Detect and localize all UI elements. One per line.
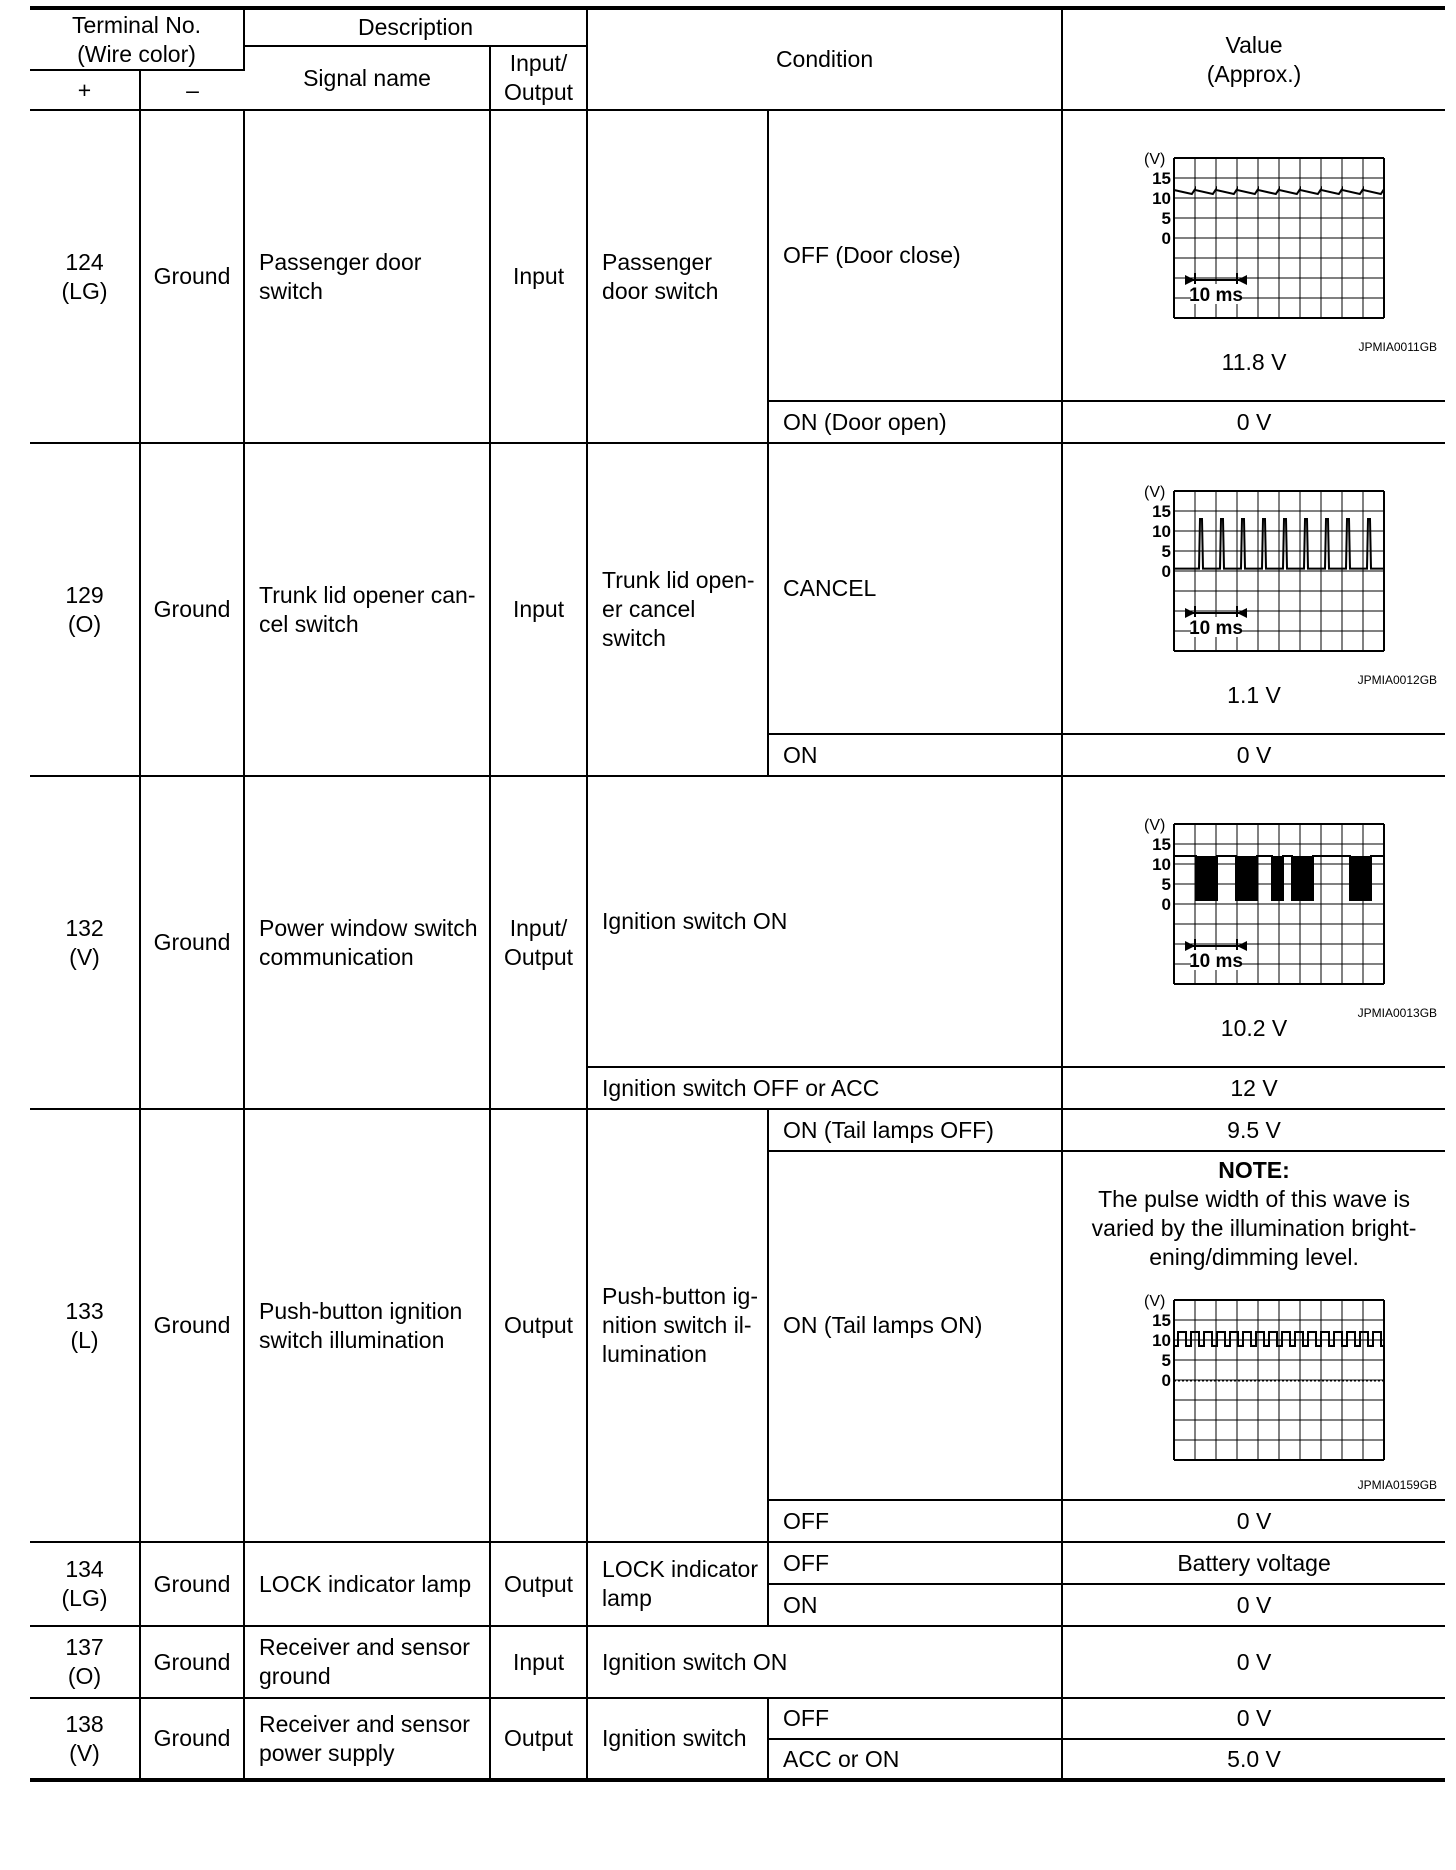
wire-color: (V) [69,943,100,970]
wire-color: (O) [67,610,102,637]
time-marker-label: 10 ms [1189,617,1243,639]
header-signal-name: Signal name [244,46,490,110]
value: 1.1 V [1227,681,1281,708]
y-tick-label: 15 [1152,168,1172,188]
y-tick-label: 15 [1152,501,1172,521]
time-marker-label: 10 ms [1189,950,1243,972]
y-tick-label: 15 [1152,834,1172,854]
condition-main: Trunk lid open-er cancel switch [587,443,768,776]
header-value-label: Value [1225,31,1283,58]
time-marker-arrow [1237,941,1247,951]
table-row [30,1109,1445,1151]
io-type: Input [490,110,587,443]
wire-color: (LG) [61,1585,108,1611]
waveform-chart [1114,469,1394,669]
condition: ACC or ON [768,1739,1062,1780]
condition: Ignition switch ON [587,1626,1062,1698]
condition: ON (Tail lamps ON) [768,1151,1062,1500]
value: 0 V [1062,1698,1445,1739]
value: 10.2 V [1220,1014,1288,1041]
condition-main: Push-button ig-nition switch il-lumination [587,1109,768,1542]
axis-unit-label: (V) [1144,1292,1166,1310]
time-marker-arrow [1185,275,1195,285]
header-io-line2: Output [504,79,574,105]
header-minus: – [140,70,244,110]
y-tick-label: 10 [1152,521,1172,541]
terminal-cell [30,110,140,443]
value-cell [1062,776,1445,1067]
terminal-number: 132 [65,914,104,941]
condition: CANCEL [768,443,1062,734]
minus-terminal: Ground [140,1626,244,1698]
condition-main: LOCK indicator lamp [587,1542,768,1626]
value: 12 V [1062,1067,1445,1109]
table-row [30,1698,1445,1739]
signal-name: LOCK indicator lamp [244,1542,490,1626]
value: Battery voltage [1062,1542,1445,1584]
terminal-number: 133 [65,1297,104,1324]
signal-name: Push-button ignition switch illumination [244,1109,490,1542]
y-tick-label: 5 [1161,1350,1172,1370]
y-tick-label: 10 [1152,188,1172,208]
terminal-cell [30,1626,140,1698]
io-type: Input [490,1626,587,1698]
terminal-cell [30,1542,140,1626]
value: 9.5 V [1062,1109,1445,1151]
header-description: Description [244,8,587,46]
figure-id: JPMIA0159GB [1357,1477,1438,1492]
note-text: The pulse width of this wave is varied by the illumination bright-ening/dimming level. [1091,1185,1417,1270]
time-marker-arrow [1185,941,1195,951]
value: 0 V [1062,734,1445,776]
y-tick-label: 5 [1161,874,1172,894]
terminal-number: 138 [65,1710,104,1737]
signal-name: Receiver and sensor ground [244,1626,490,1698]
minus-terminal: Ground [140,1698,244,1780]
time-marker-arrow [1237,608,1247,618]
terminal-cell [30,1109,140,1542]
wire-color: (LG) [61,277,108,304]
signal-name: Passenger door switch [244,110,490,443]
waveform-chart [1114,1278,1394,1478]
minus-terminal: Ground [140,1542,244,1626]
condition: OFF [768,1542,1062,1584]
wire-color: (L) [70,1326,99,1353]
y-tick-label: 15 [1152,1310,1172,1330]
header-terminal-no-label: Terminal No. [71,11,202,38]
header-io-line1: Input/ [509,50,568,76]
value: 0 V [1062,401,1445,443]
table-row [30,1542,1445,1584]
terminal-cell [30,776,140,1109]
condition: ON (Door open) [768,401,1062,443]
condition: Ignition switch OFF or ACC [587,1067,1062,1109]
y-tick-label: 10 [1152,1330,1172,1350]
table-row [30,110,1445,401]
time-marker-label: 10 ms [1189,284,1243,306]
signal-name: Trunk lid opener can-cel switch [244,443,490,776]
condition: OFF [768,1500,1062,1542]
minus-terminal: Ground [140,776,244,1109]
table-row [30,1626,1445,1698]
figure-id: JPMIA0011GB [1358,339,1438,354]
y-tick-label: 0 [1161,561,1172,581]
value-cell [1062,1151,1445,1500]
io-type: Output [490,1542,587,1626]
header-input-output [490,46,587,110]
terminal-number: 129 [65,581,104,608]
value: 11.8 V [1221,348,1287,375]
minus-terminal: Ground [140,1109,244,1542]
signal-name: Power window switch communication [244,776,490,1109]
condition: OFF (Door close) [768,110,1062,401]
value-cell [1062,443,1445,734]
time-marker-arrow [1185,608,1195,618]
value: 0 V [1062,1626,1445,1698]
header-plus: + [30,70,140,110]
wire-color: (O) [67,1663,102,1689]
value: 0 V [1062,1500,1445,1542]
io-type: Input [490,443,587,776]
terminal-number: 124 [65,248,104,275]
condition-main: Passenger door switch [587,110,768,443]
terminal-number: 134 [65,1556,104,1582]
minus-terminal: Ground [140,110,244,443]
terminal-cell [30,1698,140,1780]
condition: Ignition switch ON [587,776,1062,1067]
table-row [30,443,1445,734]
note-title: NOTE: [1218,1156,1290,1183]
terminal-spec-table [30,6,1445,1782]
condition: OFF [768,1698,1062,1739]
header-condition: Condition [587,8,1062,110]
axis-unit-label: (V) [1144,483,1166,501]
table-row [30,776,1445,1067]
waveform-chart [1114,802,1394,1002]
waveform-trace [1174,856,1384,900]
wire-color: (V) [69,1739,100,1766]
signal-name: Receiver and sensor power supply [244,1698,490,1780]
value-cell [1062,110,1445,401]
condition: ON [768,734,1062,776]
y-tick-label: 0 [1161,1370,1172,1390]
terminal-number: 137 [65,1634,104,1660]
waveform-chart [1114,136,1394,336]
y-tick-label: 10 [1152,854,1172,874]
header-value [1062,8,1445,110]
header-approx-label: (Approx.) [1206,60,1302,87]
condition: ON (Tail lamps OFF) [768,1109,1062,1151]
y-tick-label: 5 [1161,541,1172,561]
io-type: Output [490,1109,587,1542]
minus-terminal: Ground [140,443,244,776]
value: 0 V [1062,1584,1445,1626]
terminal-cell [30,443,140,776]
io-line1: Input/ [509,914,568,941]
condition-main: Ignition switch [587,1698,768,1780]
y-tick-label: 5 [1161,208,1172,228]
header-wire-color-label: (Wire color) [77,40,196,67]
figure-id: JPMIA0013GB [1357,1005,1438,1020]
y-tick-label: 0 [1161,894,1172,914]
io-type [490,776,587,1109]
io-line2: Output [504,943,574,970]
y-tick-label: 0 [1161,228,1172,248]
axis-unit-label: (V) [1144,150,1166,168]
axis-unit-label: (V) [1144,816,1166,834]
io-type: Output [490,1698,587,1780]
header-terminal-no [30,8,244,70]
figure-id: JPMIA0012GB [1357,672,1438,687]
value: 5.0 V [1062,1739,1445,1780]
condition: ON [768,1584,1062,1626]
time-marker-arrow [1237,275,1247,285]
